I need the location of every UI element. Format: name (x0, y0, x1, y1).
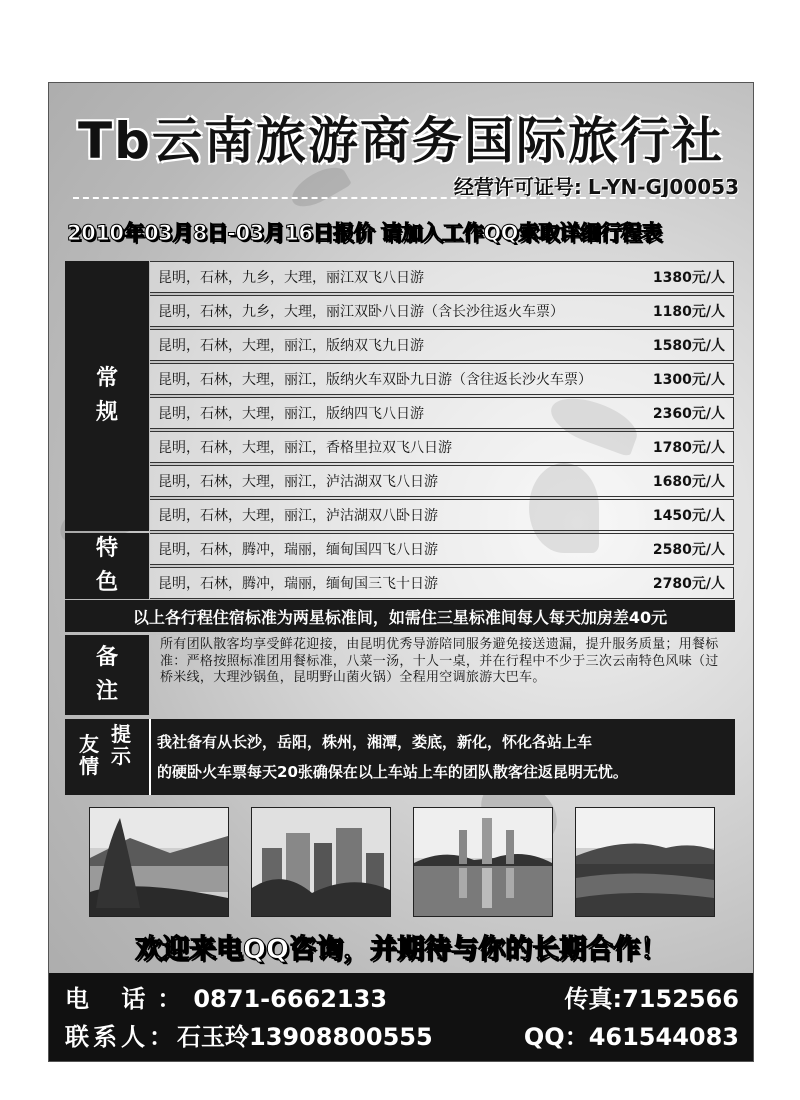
route-price: 2580元/人 (652, 542, 725, 558)
qq-label: QQ： (523, 1022, 589, 1051)
tips-label-b (111, 723, 133, 767)
license (454, 171, 739, 200)
table-row (150, 465, 734, 497)
table-row (150, 363, 734, 395)
route-price: 2360元/人 (652, 406, 725, 422)
contact-line-1 (65, 979, 739, 1013)
table-row (150, 499, 734, 531)
lake-photo (89, 807, 229, 917)
category-special (65, 533, 149, 599)
license-number: L-YN-GJ00053 (587, 175, 739, 199)
route-name: 昆明，石林，大理，丽江，版纳四飞八日游 (158, 406, 424, 422)
mountain-lake-photo (575, 807, 715, 917)
special-rows (150, 533, 734, 601)
qq-number: 461544083 (588, 1022, 739, 1051)
route-price: 1780元/人 (652, 440, 725, 456)
tips-line: 的硬卧火车票每天20张确保在以上车站上车的团队散客往返昆明无忧。 (157, 763, 628, 781)
route-name: 昆明，石林，九乡，大理，丽江双卧八日游（含长沙往返火车票） (158, 304, 564, 320)
route-name: 昆明，石林，大理，丽江，版纳双飞九日游 (158, 338, 424, 354)
remark-text: 所有团队散客均享受鲜花迎接，由昆明优秀导游陪同服务避免接送遗漏，提升服务质量；用餐标准：严格按照标准团用餐标准，八菜一汤，十人一桌，并在行程中不少于三次云南特色风味（过桥米线，大理沙锅鱼，昆明野山菌火锅）全程用空调旅游大巴车。 (160, 637, 719, 685)
accommodation-notice: 以上各行程住宿标准为两星标准间，如需住三星标准间每人每天加房差40元 (65, 600, 735, 632)
date-banner: 2010年03月8日-03月16日报价 请加入工作QQ索取详细行程表 (67, 221, 662, 245)
fax-label: 传真: (564, 984, 623, 1013)
table-row (150, 261, 734, 293)
category-char: 注 (95, 679, 118, 704)
contact-bar (49, 973, 753, 1061)
dashed-divider (73, 197, 735, 199)
category-char: 情 (79, 754, 99, 778)
flyer (48, 82, 754, 1062)
route-price: 1580元/人 (652, 338, 725, 354)
qq-info (524, 1017, 739, 1052)
category-char: 常 (95, 366, 118, 391)
category-char: 提 (111, 722, 131, 746)
phone-info (65, 979, 387, 1014)
route-price: 1180元/人 (652, 304, 725, 320)
tips-text (157, 727, 733, 787)
table-row (150, 329, 734, 361)
person-label: 联系人： (65, 1022, 177, 1051)
person-value: 石玉玲13908800555 (177, 1022, 433, 1051)
table-row (150, 567, 734, 599)
regular-rows (150, 261, 734, 533)
welcome-slogan: 欢迎来电QQ咨询，并期待与你的长期合作！ (135, 934, 667, 965)
category-char: 色 (95, 570, 118, 595)
phone-label: 电 话： (65, 984, 194, 1013)
category-regular-label (96, 362, 118, 430)
category-char: 规 (95, 400, 118, 425)
tips-line: 我社备有从长沙，岳阳，株州，湘潭，娄底，新化，怀化各站上车 (157, 733, 593, 751)
license-label: 经营许可证号: (453, 175, 582, 199)
route-price: 1300元/人 (652, 372, 725, 388)
table-row (150, 431, 734, 463)
phone-number: 0871-6662133 (193, 984, 388, 1013)
category-special-label (96, 532, 118, 600)
person-info (65, 1017, 433, 1052)
route-name: 昆明，石林，腾冲，瑞丽，缅甸国三飞十日游 (158, 576, 438, 592)
route-name: 昆明，石林，九乡，大理，丽江双飞八日游 (158, 270, 424, 286)
category-char: 示 (111, 744, 131, 768)
route-name: 昆明，石林，大理，丽江，泸沽湖双飞八日游 (158, 474, 438, 490)
route-price: 2780元/人 (652, 576, 725, 592)
tips-section (65, 719, 735, 795)
category-char: 特 (95, 536, 118, 561)
pagoda-photo (413, 807, 553, 917)
photo-strip (89, 807, 729, 915)
category-tips (65, 719, 151, 795)
category-remark (65, 635, 149, 715)
route-price: 1450元/人 (652, 508, 725, 524)
fax-info (564, 979, 739, 1014)
table-row (150, 295, 734, 327)
remark-section (65, 635, 735, 715)
fax-number: 7152566 (622, 984, 739, 1013)
route-name: 昆明，石林，大理，丽江，香格里拉双飞八日游 (158, 440, 452, 456)
agency-title: Tb云南旅游商务国际旅行社 (78, 112, 724, 170)
category-regular (65, 261, 149, 531)
contact-line-2 (65, 1017, 739, 1051)
category-char: 友 (79, 732, 99, 756)
table-row (150, 533, 734, 565)
route-name: 昆明，石林，大理，丽江，版纳火车双卧九日游（含往返长沙火车票） (158, 372, 592, 388)
tips-label-a (79, 733, 101, 777)
city-photo (251, 807, 391, 917)
route-price: 1680元/人 (652, 474, 725, 490)
route-name: 昆明，石林，大理，丽江，泸沽湖双八卧日游 (158, 508, 438, 524)
route-price: 1380元/人 (652, 270, 725, 286)
category-remark-label (96, 641, 118, 709)
category-char: 备 (95, 645, 118, 670)
table-row (150, 397, 734, 429)
route-name: 昆明，石林，腾冲，瑞丽，缅甸国四飞八日游 (158, 542, 438, 558)
